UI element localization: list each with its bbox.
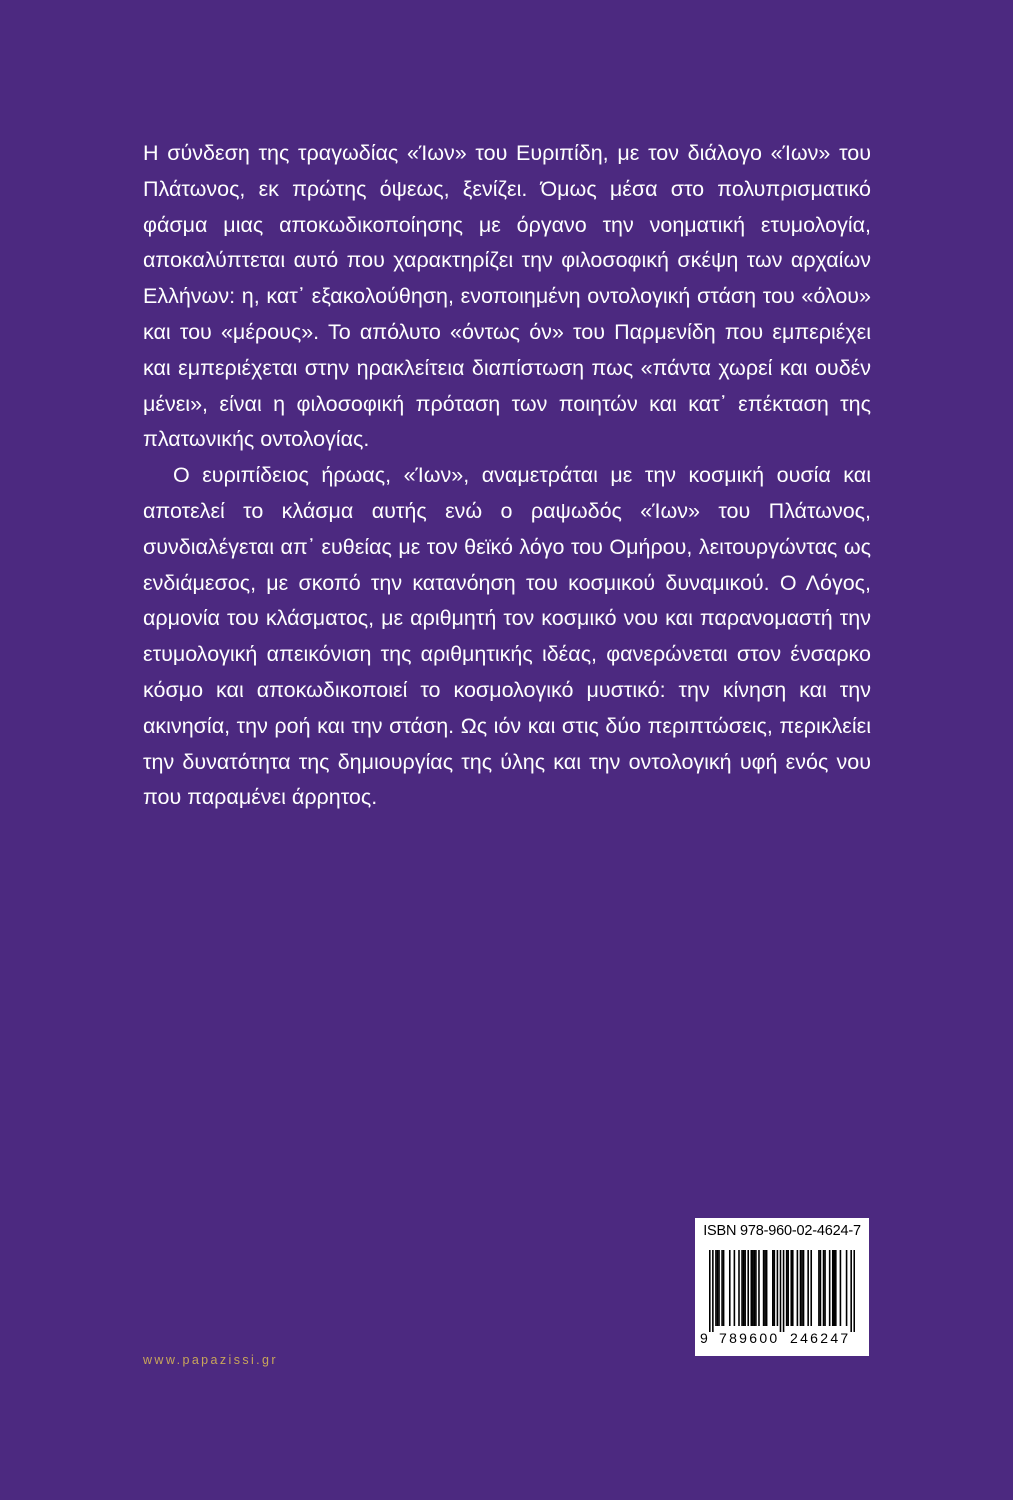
barcode-bar	[747, 1250, 749, 1326]
blurb-paragraph-2: Ο ευριπίδειος ήρωας, «Ίων», αναμετράται με την κοσμική ουσία και αποτελεί το κλάσμα αυτής ενώ ο ραψωδός «Ίων» του Πλάτωνος, συνδιαλέγεται απ᾽ ευθείας με τον θεϊκό λόγο του Ομήρου, λειτουργώντας ως ενδιάμεσος, με σκοπό την κατανόηση του κοσμικού δυναμικού. Ο Λόγος, αρμονία του κλάσματος, με αριθμητή τον κοσμικό νου και παρανομαστή την ετυμολογική απεικόνιση της αριθμητικής ιδέας, φανερώνεται στον ένσαρκο κόσμο και αποκωδικοποιεί το κοσμολογικό μυστικό: την κίνηση και την ακινησία, την ροή και την στάση. Ως ιόν και στις δύο περιπτώσεις, περικλείει την δυνατότητα της δημιουργίας της ύλης και την οντολογική υφή ενός νου που παραμένει άρρητος.	[143, 463, 871, 810]
barcode-bar	[783, 1250, 785, 1332]
barcode-bar	[721, 1250, 723, 1326]
barcode-bar	[741, 1250, 743, 1326]
barcode-bar	[734, 1250, 736, 1326]
barcode-bar	[818, 1250, 820, 1326]
barcode-bar	[754, 1250, 756, 1326]
barcode-bar	[807, 1250, 809, 1326]
barcode-bar	[824, 1250, 826, 1326]
barcode-bar	[832, 1250, 834, 1326]
ean-left-group: 789600	[719, 1330, 780, 1346]
barcode-bar	[853, 1250, 855, 1332]
barcode-bar	[774, 1250, 776, 1326]
ean-first-digit: 9	[700, 1330, 708, 1346]
isbn-barcode	[695, 1218, 869, 1356]
barcode-bar	[803, 1250, 805, 1326]
blurb-paragraph-1: Η σύνδεση της τραγωδίας «Ίων» του Ευριπίδη, με τον διάλογο «Ίων» του Πλάτωνος, εκ πρώτης όψεως, ξενίζει. Όμως μέσα στο πολυπρισματικό φάσμα μιας αποκωδικοποίησης με όργανο την νοηματική ετυμολογία, αποκαλύπτεται αυτό που χαρακτηρίζει την φιλοσοφική σκέψη των αρχαίων Ελλήνων: η, κατ᾽ εξακολούθηση, ενοποιημένη οντολογική στάση του «όλου» και του «μέρους». Το απόλυτο «όντως όν» του Παρμενίδη που εμπεριέχει και εμπεριέχεται στην ηρακλείτεια διαπίστωση πως «πάντα χωρεί και ουδέν μένει», είναι η φιλοσοφική πρόταση των ποιητών και κατ᾽ επέκταση της πλατωνικής οντολογίας.	[143, 141, 871, 452]
barcode-bar	[772, 1250, 774, 1326]
barcode-bar	[744, 1250, 746, 1326]
barcode-bar	[801, 1250, 803, 1326]
barcode-bar	[758, 1250, 760, 1326]
barcode-bar	[738, 1250, 740, 1326]
barcode-bar	[792, 1250, 794, 1326]
barcode-bar	[715, 1250, 717, 1326]
barcode-bar	[823, 1250, 825, 1326]
barcode-bars	[709, 1250, 855, 1332]
barcode-bar	[786, 1250, 788, 1326]
barcode-bar	[833, 1250, 835, 1326]
barcode-bar	[829, 1250, 831, 1326]
back-cover-blurb	[143, 136, 871, 816]
barcode-bar	[743, 1250, 745, 1326]
barcode-bar	[780, 1250, 782, 1332]
barcode-bar	[797, 1250, 799, 1326]
barcode-bar	[750, 1250, 752, 1326]
barcode-bar	[729, 1250, 731, 1326]
publisher-website: www.papazissi.gr	[143, 1353, 278, 1367]
barcode-bar	[763, 1250, 765, 1326]
barcode-bar	[755, 1250, 757, 1326]
barcode-bar	[723, 1250, 725, 1326]
barcode-bar	[787, 1250, 789, 1326]
barcode-bar	[709, 1250, 711, 1332]
barcode-bar	[800, 1250, 802, 1326]
barcode-bar	[717, 1250, 719, 1326]
barcode-bar	[712, 1250, 714, 1332]
barcode-bar	[835, 1250, 837, 1326]
barcode-bar	[766, 1250, 768, 1326]
barcode-bar	[777, 1250, 779, 1326]
barcode-bar	[820, 1250, 822, 1326]
ean-right-group: 246247	[790, 1330, 851, 1346]
barcode-bar	[810, 1250, 812, 1326]
barcode-bar	[718, 1250, 720, 1326]
ean-digits	[695, 1330, 869, 1352]
barcode-bar	[850, 1250, 852, 1332]
barcode-bar	[790, 1250, 792, 1326]
isbn-label: ISBN 978-960-02-4624-7	[703, 1223, 861, 1239]
barcode-bar	[846, 1250, 848, 1326]
barcode-bar	[840, 1250, 842, 1326]
barcode-bar	[764, 1250, 766, 1326]
barcode-bar	[752, 1250, 754, 1326]
